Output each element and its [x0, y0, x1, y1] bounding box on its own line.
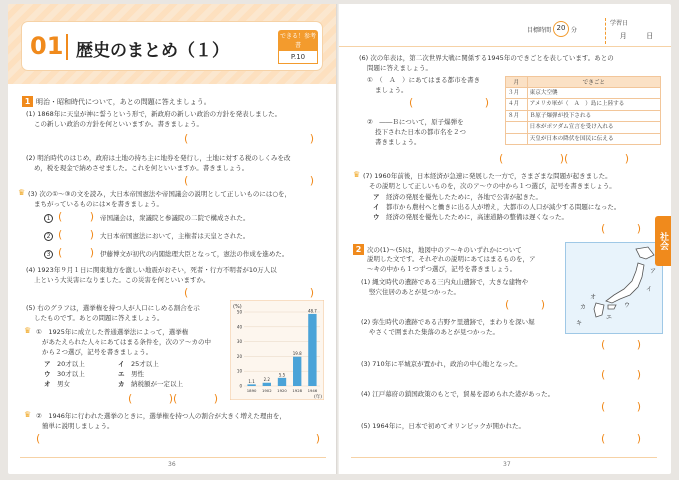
option-u: ウ 30才以上 — [44, 370, 85, 378]
section-number: 1 — [22, 96, 33, 107]
s2-q1b: 竪穴住居のあとが見つかった。 — [369, 288, 460, 296]
q5-sub2: ② 1946年に行われた選挙のときに，選挙権を持つ人の割合が大きく増えた理由を， — [36, 412, 286, 420]
crown-icon: ♛ — [353, 170, 361, 179]
q7-text2: その説明として正しいものを，次のア～ウの中から１つ選び，記号を書きましょう。 — [369, 182, 616, 190]
q1-text: (1) 1868年に天皇が神に誓うという形で，新政府の新しい政治の方針を発表しました。 — [26, 110, 282, 118]
table-row: 天皇が日本の降伏を国民に伝える — [506, 133, 661, 144]
crown-icon: ♛ — [24, 410, 32, 419]
table-row: ８月 Ｂ原子爆弾が投下される — [506, 110, 661, 121]
study-time-value: 20 — [553, 21, 569, 37]
hokkaido-shape — [636, 247, 654, 259]
q5-sub1-answer-box[interactable]: ( )( ) — [128, 392, 218, 405]
q6-sub2c: 書きましょう。 — [375, 138, 421, 146]
x-tick-label: 1928 — [292, 388, 303, 393]
q1-answer-box[interactable]: ( ) — [184, 132, 314, 145]
x-tick-label: 1920 — [277, 388, 287, 393]
table-row: 日本がポツダム宣言を受け入れる — [506, 122, 661, 133]
y-tick-label: 40 — [236, 324, 242, 330]
lesson-separator — [66, 34, 68, 60]
chart-svg — [230, 300, 324, 400]
circled-number-icon: 1 — [44, 214, 53, 223]
q4-answer-box[interactable]: ( ) — [184, 286, 314, 299]
y-tick-label: 0 — [239, 383, 242, 389]
suffrage-bar-chart — [230, 300, 324, 400]
q3-item-3-text: 伊藤博文が初代の内閣総理大臣となって，憲法の作成を進めた。 — [100, 250, 289, 258]
q3-item-1-text: 帝国議会は，衆議院と参議院の二院で構成された。 — [100, 214, 250, 222]
bar — [278, 378, 286, 386]
y-tick-label: 10 — [236, 368, 242, 374]
q3-text: (3) 次の①～③の文を読み，大日本帝国憲法や帝国議会の説明として正しいものには○を， — [28, 190, 291, 198]
reference-page: P.10 — [278, 50, 318, 64]
option-e: エ 男性 — [118, 370, 144, 378]
q6-sub1-answer-box[interactable]: ( ) — [409, 96, 489, 109]
footer-line — [351, 457, 657, 458]
japan-map — [565, 242, 663, 334]
japan-map-svg — [566, 243, 662, 333]
bar-data-label: 48.7 — [307, 308, 317, 314]
s2-q3-answer-box[interactable]: ( ) — [601, 368, 641, 381]
map-label-u: ウ — [624, 302, 631, 309]
x-tick-label: 1946 — [307, 388, 318, 393]
shikoku-shape — [608, 305, 616, 309]
table-row: ３月 東京大空襲 — [506, 88, 661, 99]
x-axis-unit: (年) — [314, 395, 323, 400]
section1-heading — [22, 96, 211, 108]
section-number: 2 — [353, 244, 364, 255]
s2-q3: (3) 710年に平城京が置かれ，政治の中心地となった。 — [361, 360, 522, 368]
reference-badge-label: できる！参考書 — [278, 30, 318, 50]
q7-text: (7) 1960年前後，日本経済が急速に発展した一方で，さまざまな問題が起きました。 — [363, 172, 612, 180]
kyushu-shape — [594, 303, 604, 317]
section2-intro2: 説明した文です。それぞれの説明にあてはまるものを，ア — [367, 255, 536, 263]
q3-item-1 — [44, 214, 55, 224]
q6-text: (6) 次の年表は，第二次世界大戦に関係する1945年のできごとを表しています。あとの — [359, 54, 614, 62]
section2-intro3: ～キの中から１つずつ選び，記号を書きましょう。 — [367, 265, 517, 273]
q6-sub1b: ましょう。 — [375, 86, 408, 94]
q6-sub2: ② ――Ｂについて，原子爆弾を — [367, 118, 464, 126]
q2-text: (2) 明治時代のはじめ，政府は土地の持ち主に地券を発行し，土地に対する税のしくみを改 — [26, 154, 291, 162]
s2-q5: (5) 1964年に，日本で初めてオリンピックが開かれた。 — [361, 422, 526, 430]
subject-tab[interactable]: 社会 — [655, 216, 671, 266]
timeline-table — [505, 76, 661, 145]
q6-sub1: ① （ Ａ ）にあてはまる都市を書き — [367, 76, 481, 84]
section2-heading — [353, 244, 522, 256]
study-date[interactable] — [605, 18, 663, 44]
bar — [293, 357, 301, 386]
q5-sub1b: があたえられた人々にあてはまる条件を，次のア～カの中 — [42, 338, 211, 346]
page-number-left: 36 — [168, 461, 176, 468]
y-tick-label: 20 — [236, 353, 242, 359]
bar — [263, 383, 271, 386]
s2-q2-answer-box[interactable]: ( ) — [601, 338, 641, 351]
q6-sub2b: 投下された日本の都市名を２つ — [375, 128, 466, 136]
reference-badge[interactable] — [278, 30, 318, 62]
s2-q2: (2) 弥生時代の遺跡である吉野ケ里遺跡で，まわりを深い堀 — [361, 318, 535, 326]
q4-text: (4) 1923年９月１日に関東地方を激しい地震がおそい，死者・行方不明者が10万人以 — [26, 266, 277, 274]
study-time-label: 目標時間 — [527, 26, 552, 34]
q7-answer-box[interactable]: ( ) — [601, 222, 641, 235]
table-header-event: できごと — [527, 77, 660, 88]
table-row: ４月 アメリカ軍が（ Ａ ）島に上陸する — [506, 99, 661, 110]
honshu-shape — [606, 263, 644, 303]
s2-q2b: やさくで囲まれた集落のあとが見つかった。 — [369, 328, 499, 336]
q3-answer-1[interactable]: ( ) — [58, 210, 94, 223]
s2-q4: (4) 江戸幕府の鎖国政策のもとで，貿易を認められた港があった。 — [361, 390, 555, 398]
section2-intro: 次の(1)～(5)は，地図中のア～キのいずれかについて — [367, 246, 522, 254]
q4-text2: 上という大災害になりました。この災害を何といいますか。 — [34, 276, 210, 284]
footer-line — [20, 457, 326, 458]
x-tick-label: 1902 — [261, 388, 272, 393]
q3-item-3 — [44, 250, 55, 260]
left-page — [8, 4, 338, 474]
q5-sub1c: から２つ選び，記号を書きましょう。 — [42, 348, 153, 356]
crown-icon: ♛ — [24, 326, 32, 335]
map-label-o: オ — [590, 294, 597, 301]
q7-option-u: ウ 経済の発展を優先したために，高速道路の整備は遅くなった。 — [373, 213, 568, 221]
q3-answer-3[interactable]: ( ) — [58, 246, 94, 259]
q3-item-2 — [44, 232, 55, 242]
x-tick-label: 1890 — [246, 388, 257, 393]
option-a: ア 20才以上 — [44, 360, 85, 368]
day-label: 日 — [646, 32, 654, 40]
lesson-title: 歴史のまとめ（１） — [76, 41, 229, 61]
circled-number-icon: 3 — [44, 250, 53, 259]
y-tick-label: 30 — [236, 339, 242, 345]
option-o: オ 男女 — [44, 380, 70, 388]
q5-text2: したものです。あとの問題に答えましょう。 — [34, 314, 164, 322]
s2-q1: (1) 縄文時代の遺跡である三内丸山遺跡で，大きな建物や — [361, 278, 529, 286]
map-label-i: イ — [646, 286, 653, 293]
q3-item-2-text: 大日本帝国憲法において，主権者は天皇とされた。 — [100, 232, 250, 240]
page-number-right: 37 — [503, 461, 511, 468]
q5-sub1: ① 1925年に成立した普通選挙法によって，選挙権 — [36, 328, 189, 336]
option-ka: カ 納税額が一定以上 — [118, 380, 183, 388]
bar — [308, 314, 316, 386]
map-label-ki: キ — [576, 320, 583, 327]
lesson-number: 01 — [30, 32, 64, 60]
bar — [247, 384, 255, 386]
q5-text: (5) 右のグラフは，選挙権を持つ人が人口にしめる割合を示 — [26, 304, 200, 312]
s2-q1-answer-box[interactable]: ( ) — [505, 298, 545, 311]
date-label: 学習日 — [610, 20, 629, 27]
q7-option-i: イ 都市から農村へと働きに出る人が増え，大都市の人口が減少する問題になった。 — [373, 203, 621, 211]
map-label-ka: カ — [580, 304, 587, 311]
q5-sub2-answer-box[interactable]: ( ) — [36, 432, 320, 445]
study-time-unit: 分 — [571, 26, 578, 34]
q6-sub2-answer-box[interactable]: ( )( ) — [499, 152, 629, 165]
q6-text2: 問題に答えましょう。 — [367, 64, 432, 72]
month-label: 月 — [619, 32, 627, 40]
map-label-e: エ — [606, 314, 613, 321]
option-i: イ 25才以上 — [118, 360, 159, 368]
y-axis-unit: (%) — [233, 304, 242, 310]
crown-icon: ♛ — [18, 188, 26, 197]
table-header-month: 月 — [506, 77, 528, 88]
bar-data-label: 2.2 — [263, 377, 270, 383]
circled-number-icon: 2 — [44, 232, 53, 241]
s2-q5-answer-box[interactable]: ( ) — [601, 432, 641, 445]
q2-text2: め，税を現金で納めさせました。これを何といいますか。書きましょう。 — [34, 164, 249, 172]
q3-text2: まちがっているものには×を書きましょう。 — [34, 200, 163, 208]
section1-intro: 明治・昭和時代について，あとの問題に答えましょう。 — [36, 98, 211, 106]
bar-data-label: 5.5 — [278, 372, 286, 378]
s2-q4-answer-box[interactable]: ( ) — [601, 400, 641, 413]
header-line — [339, 46, 671, 47]
q1-text2: この新しい政治の方針を何といいますか。書きましょう。 — [34, 120, 203, 128]
y-tick-label: 50 — [236, 309, 242, 315]
q5-sub2b: 簡単に説明しましょう。 — [42, 422, 114, 430]
q7-option-a: ア 経済の発展を優先したために，各地で公害が起きた。 — [373, 193, 542, 201]
q2-answer-box[interactable]: ( ) — [184, 174, 314, 187]
map-label-a: ア — [650, 268, 657, 275]
right-page — [339, 4, 671, 474]
bar-data-label: 19.8 — [292, 351, 302, 357]
q3-answer-2[interactable]: ( ) — [58, 228, 94, 241]
bar-data-label: 1.1 — [248, 378, 255, 384]
study-time — [527, 20, 581, 38]
